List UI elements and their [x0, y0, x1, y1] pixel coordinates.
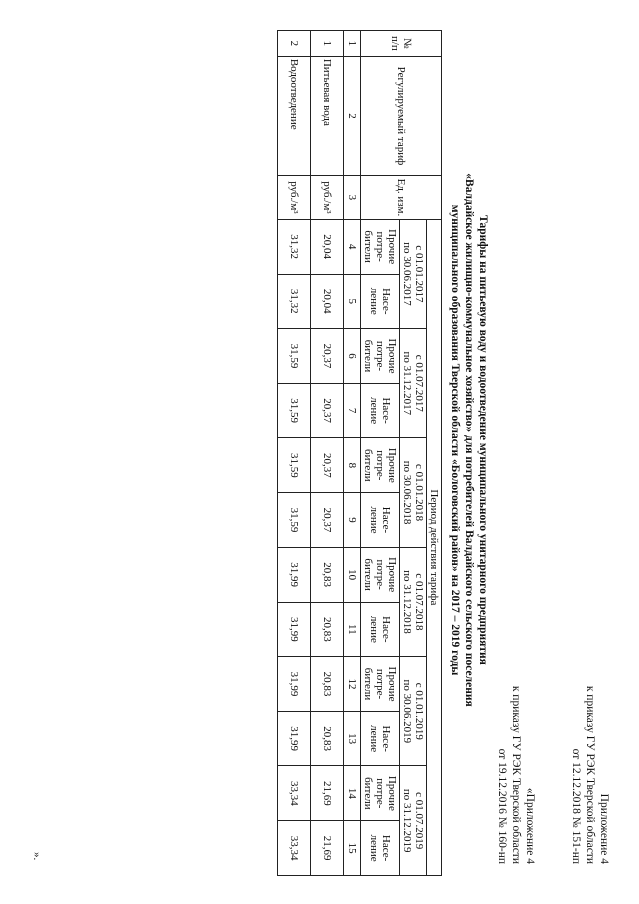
header-tariff: Регулируемый тариф — [361, 56, 442, 175]
tariff-value: 31,99 — [278, 711, 311, 766]
column-number: 9 — [344, 493, 361, 548]
row-unit: руб./м³ — [311, 176, 344, 220]
tariff-value: 20,37 — [311, 438, 344, 493]
tariff-value: 31,99 — [278, 547, 311, 602]
tariff-value: 20,83 — [311, 657, 344, 712]
column-number: 5 — [344, 274, 361, 329]
title-line1: Тарифы на питьевую воду и водоотведение муниципального унитарного предприятия — [477, 215, 489, 665]
header-period-4: с 01.07.2018 по 31.12.2018 — [400, 547, 427, 656]
tariff-value: 21,69 — [311, 821, 344, 876]
appendix-current-line1: Приложение 4 — [598, 793, 610, 864]
column-number: 10 — [344, 547, 361, 602]
tariff-value: 33,34 — [278, 821, 311, 876]
column-number: 8 — [344, 438, 361, 493]
closing-quote-mark: ». — [31, 852, 43, 861]
title-line2: «Валдайское жилищно-коммунальное хозяйство» для потребителей Валдайского сельского поселения — [463, 173, 475, 707]
row-num: 1 — [311, 31, 344, 57]
tariff-value: 31,59 — [278, 493, 311, 548]
header-other-consumers: Прочие потре-бители — [361, 329, 400, 384]
tariff-value: 20,04 — [311, 219, 344, 274]
header-other-consumers: Прочие потре-бители — [361, 547, 400, 602]
header-period-2: с 01.07.2017 по 31.12.2017 — [400, 329, 427, 438]
document-title — [448, 130, 490, 750]
tariff-value: 20,83 — [311, 711, 344, 766]
tariff-value: 21,69 — [311, 766, 344, 821]
tariff-value: 20,37 — [311, 329, 344, 384]
column-number: 6 — [344, 329, 361, 384]
column-number: 2 — [344, 56, 361, 175]
tariff-value: 31,99 — [278, 657, 311, 712]
column-number: 4 — [344, 219, 361, 274]
header-other-consumers: Прочие потре-бители — [361, 766, 400, 821]
row-tariff: Питьевая вода — [311, 56, 344, 175]
row-unit: руб./м³ — [278, 176, 311, 220]
header-population: Насе-ление — [361, 383, 400, 438]
header-population: Насе-ление — [361, 711, 400, 766]
appendix-previous-line1: «Приложение 4 — [524, 787, 536, 864]
tariff-value: 31,32 — [278, 219, 311, 274]
table-row — [278, 31, 311, 876]
appendix-current-line2: к приказу ГУ РЭК Тверской области — [584, 685, 596, 864]
appendix-previous-line3: от 19.12.2016 № 160-нп — [496, 748, 508, 864]
tariff-value: 20,37 — [311, 383, 344, 438]
tariff-value: 20,37 — [311, 493, 344, 548]
column-number: 7 — [344, 383, 361, 438]
header-period: Период действия тарифа — [427, 219, 442, 875]
header-period-6: с 01.07.2019 по 31.12.2019 — [400, 766, 427, 876]
row-tariff: Водоотведение — [278, 56, 311, 175]
column-number: 12 — [344, 657, 361, 712]
column-number: 11 — [344, 602, 361, 657]
header-unit: Ед. изм. — [361, 176, 442, 220]
header-period-3: с 01.01.2018 по 30.06.2018 — [400, 438, 427, 547]
header-other-consumers: Прочие потре-бители — [361, 219, 400, 274]
table-row — [311, 31, 344, 876]
header-population: Насе-ление — [361, 274, 400, 329]
header-num: № п/п — [361, 31, 442, 57]
tariff-value: 31,99 — [278, 602, 311, 657]
appendix-current-line3: от 12.12.2018 № 151-нп — [570, 748, 582, 864]
title-line3: муниципального образования Тверской области «Бологовский район» на 2017 – 2019 годы — [449, 204, 461, 676]
tariff-value: 31,59 — [278, 438, 311, 493]
tariff-table — [277, 30, 442, 876]
header-population: Насе-ление — [361, 602, 400, 657]
column-number: 3 — [344, 176, 361, 220]
header-population: Насе-ление — [361, 821, 400, 876]
header-other-consumers: Прочие потре-бители — [361, 657, 400, 712]
row-num: 2 — [278, 31, 311, 57]
appendix-current — [569, 686, 611, 864]
tariff-value: 33,34 — [278, 766, 311, 821]
tariff-value: 31,59 — [278, 329, 311, 384]
appendix-previous — [495, 686, 537, 864]
header-period-5: с 01.01.2019 по 30.06.2019 — [400, 657, 427, 766]
tariff-value: 20,83 — [311, 602, 344, 657]
header-period-1: с 01.01.2017 по 30.06.2017 — [400, 219, 427, 328]
column-number: 1 — [344, 31, 361, 57]
appendix-previous-line2: к приказу ГУ РЭК Тверской области — [510, 685, 522, 864]
column-number: 14 — [344, 766, 361, 821]
header-other-consumers: Прочие потре-бители — [361, 438, 400, 493]
tariff-value: 20,83 — [311, 547, 344, 602]
column-number: 15 — [344, 821, 361, 876]
column-number-row — [344, 31, 361, 876]
header-population: Насе-ление — [361, 493, 400, 548]
tariff-value: 31,32 — [278, 274, 311, 329]
column-number: 13 — [344, 711, 361, 766]
tariff-value: 20,04 — [311, 274, 344, 329]
tariff-value: 31,59 — [278, 383, 311, 438]
